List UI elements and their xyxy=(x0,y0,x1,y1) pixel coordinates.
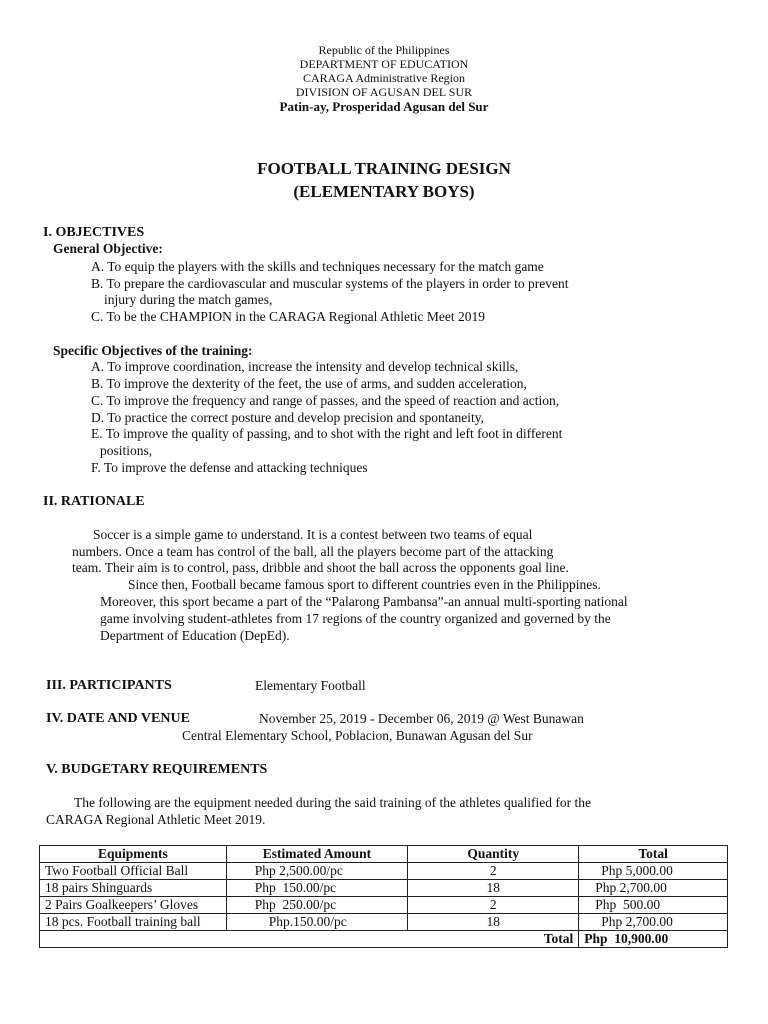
specific-objectives-heading: Specific Objectives of the training: xyxy=(53,343,253,358)
objectives-heading: I. OBJECTIVES xyxy=(43,225,145,240)
document-subtitle: (ELEMENTARY BOYS) xyxy=(293,182,475,201)
specific-objective-a: A. To improve coordination, increase the intensity and develop technical skills, xyxy=(91,359,519,374)
general-objective-b: B. To prepare the cardiovascular and muscular systems of the players in order to prevent xyxy=(91,276,569,291)
date-venue-heading: IV. DATE AND VENUE xyxy=(46,711,190,726)
rationale-heading: II. RATIONALE xyxy=(43,494,145,509)
rationale-p1-line3: team. Their aim is to control, pass, dribble and shoot the ball across the opponents goal line. xyxy=(72,560,569,575)
column-header-quantity: Quantity xyxy=(408,846,579,863)
cell-quantity: 2 xyxy=(408,897,579,914)
table-row xyxy=(40,914,728,931)
cell-amount: Php.150.00/pc xyxy=(226,914,407,931)
cell-item: 2 Pairs Goalkeepers’ Gloves xyxy=(40,897,227,914)
header-department: DEPARTMENT OF EDUCATION xyxy=(299,57,469,71)
header-division: DIVISION OF AGUSAN DEL SUR xyxy=(295,85,473,99)
budget-table xyxy=(39,845,728,948)
specific-objective-e-cont: positions, xyxy=(100,443,153,458)
column-header-equipments: Equipments xyxy=(40,846,227,863)
specific-objective-f: F. To improve the defense and attacking techniques xyxy=(91,460,368,475)
cell-item: 18 pcs. Football training ball xyxy=(40,914,227,931)
rationale-p1-line2: numbers. Once a team has control of the ball, all the players become part of the attacking xyxy=(72,544,554,559)
cell-quantity: 18 xyxy=(408,880,579,897)
budget-heading: V. BUDGETARY REQUIREMENTS xyxy=(46,762,268,777)
cell-total: Php 500.00 xyxy=(579,897,728,914)
specific-objective-d: D. To practice the correct posture and develop precision and spontaneity, xyxy=(91,410,485,425)
header-region: CARAGA Administrative Region xyxy=(303,71,465,85)
participants-heading: III. PARTICIPANTS xyxy=(46,678,172,693)
participants-value: Elementary Football xyxy=(255,678,366,693)
cell-quantity: 18 xyxy=(408,914,579,931)
table-row xyxy=(40,863,728,880)
table-header-row xyxy=(40,846,728,863)
rationale-p2-line2: Moreover, this sport became a part of the “Palarong Pambansa”-an annual multi-sporting national xyxy=(100,594,628,609)
total-value: Php 10,900.00 xyxy=(579,931,728,948)
specific-objective-c: C. To improve the frequency and range of passes, and the speed of reaction and action, xyxy=(91,393,560,408)
table-row xyxy=(40,880,728,897)
rationale-p2-line3: game involving student-athletes from 17 regions of the country organized and governed by the xyxy=(100,611,611,626)
document-title: FOOTBALL TRAINING DESIGN xyxy=(257,159,511,178)
cell-total: Php 2,700.00 xyxy=(579,914,728,931)
cell-total: Php 2,700.00 xyxy=(579,880,728,897)
cell-total: Php 5,000.00 xyxy=(579,863,728,880)
specific-objective-e: E. To improve the quality of passing, and to shot with the right and left foot in different xyxy=(91,426,563,441)
cell-item: Two Football Official Ball xyxy=(40,863,227,880)
date-venue-line2: Central Elementary School, Poblacion, Bunawan Agusan del Sur xyxy=(182,728,533,743)
header-address: Patin-ay, Prosperidad Agusan del Sur xyxy=(279,99,489,114)
budget-intro-line1: The following are the equipment needed during the said training of the athletes qualified for the xyxy=(74,795,591,810)
rationale-p2-line4: Department of Education (DepEd). xyxy=(100,628,290,643)
table-row xyxy=(40,897,728,914)
date-venue-line1: November 25, 2019 - December 06, 2019 @ West Bunawan xyxy=(259,711,584,726)
budget-intro-line2: CARAGA Regional Athletic Meet 2019. xyxy=(46,812,266,827)
total-label: Total xyxy=(40,931,579,948)
cell-amount: Php 150.00/pc xyxy=(226,880,407,897)
cell-item: 18 pairs Shinguards xyxy=(40,880,227,897)
general-objective-c: C. To be the CHAMPION in the CARAGA Regional Athletic Meet 2019 xyxy=(91,309,486,324)
rationale-p2-line1: Since then, Football became famous sport to different countries even in the Philippines. xyxy=(128,577,601,592)
rationale-p1-line1: Soccer is a simple game to understand. It is a contest between two teams of equal xyxy=(93,527,533,542)
cell-quantity: 2 xyxy=(408,863,579,880)
general-objective-a: A. To equip the players with the skills and techniques necessary for the match game xyxy=(91,259,544,274)
specific-objective-b: B. To improve the dexterity of the feet, the use of arms, and sudden acceleration, xyxy=(91,376,527,391)
cell-amount: Php 2,500.00/pc xyxy=(226,863,407,880)
table-total-row xyxy=(40,931,728,948)
header-republic: Republic of the Philippines xyxy=(318,43,450,57)
column-header-total: Total xyxy=(579,846,728,863)
column-header-estimated-amount: Estimated Amount xyxy=(226,846,407,863)
general-objective-b-cont: injury during the match games, xyxy=(104,292,273,307)
general-objective-heading: General Objective: xyxy=(53,241,163,256)
cell-amount: Php 250.00/pc xyxy=(226,897,407,914)
